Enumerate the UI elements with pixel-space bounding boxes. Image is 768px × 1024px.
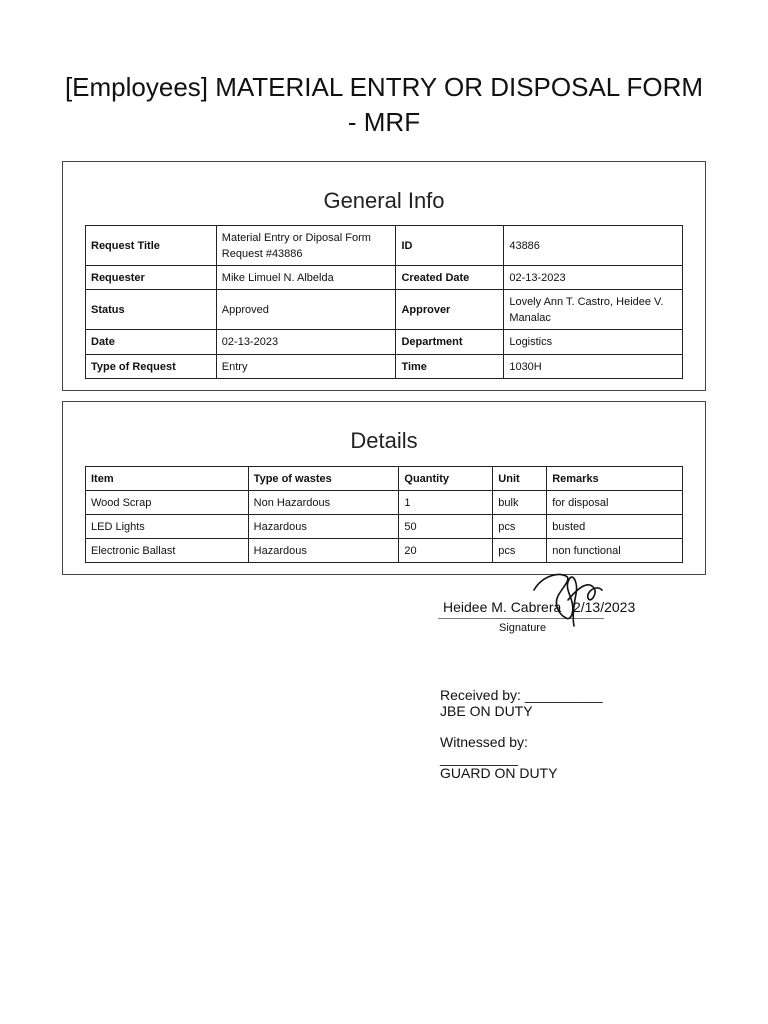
general-info-table [85, 225, 683, 379]
table-cell: pcs [493, 515, 547, 539]
field-label: Status [86, 290, 217, 330]
table-cell: 1 [399, 491, 493, 515]
field-label: Created Date [396, 266, 504, 290]
signature-label: Signature [499, 622, 547, 634]
table-cell: 20 [399, 539, 493, 563]
details-table [85, 466, 683, 563]
table-cell: Non Hazardous [248, 491, 399, 515]
witnessed-by-role: GUARD ON DUTY [440, 765, 558, 781]
table-header-row [86, 467, 683, 491]
field-value: Material Entry or Diposal Form Request #43886 [216, 226, 396, 266]
field-value: Entry [216, 355, 396, 379]
table-row [86, 330, 683, 355]
general-info-heading: General Info [323, 188, 445, 213]
table-cell: Electronic Ballast [86, 539, 249, 563]
details-panel [62, 401, 706, 575]
signature-block [438, 570, 668, 640]
table-row [86, 491, 683, 515]
field-label: Requester [86, 266, 217, 290]
field-value: Approved [216, 290, 396, 330]
field-label: Date [86, 330, 217, 355]
field-value: 02-13-2023 [216, 330, 396, 355]
column-header: Quantity [399, 467, 493, 491]
field-value: Mike Limuel N. Albelda [216, 266, 396, 290]
column-header: Type of wastes [248, 467, 399, 491]
received-by-line: Received by: __________ [440, 687, 603, 703]
field-value: Lovely Ann T. Castro, Heidee V. Manalac [504, 290, 683, 330]
table-row [86, 355, 683, 379]
general-info-panel [62, 161, 706, 391]
field-label: ID [396, 226, 504, 266]
table-cell: LED Lights [86, 515, 249, 539]
table-cell: busted [547, 515, 683, 539]
table-cell: non functional [547, 539, 683, 563]
column-header: Remarks [547, 467, 683, 491]
details-heading: Details [350, 428, 418, 453]
column-header: Unit [493, 467, 547, 491]
column-header: Item [86, 467, 249, 491]
table-cell: 50 [399, 515, 493, 539]
field-label: Time [396, 355, 504, 379]
table-row [86, 226, 683, 266]
field-label: Request Title [86, 226, 217, 266]
field-label: Type of Request [86, 355, 217, 379]
table-row [86, 539, 683, 563]
handwritten-signature [528, 570, 608, 630]
table-cell: bulk [493, 491, 547, 515]
form-title: [Employees] MATERIAL ENTRY OR DISPOSAL FORM - MRF [64, 72, 704, 137]
field-value: 43886 [504, 226, 683, 266]
field-label: Approver [396, 290, 504, 330]
table-row [86, 515, 683, 539]
witnessed-by-line: Witnessed by: [440, 734, 528, 750]
field-label: Department [396, 330, 504, 355]
table-cell: Hazardous [248, 515, 399, 539]
table-cell: pcs [493, 539, 547, 563]
field-value: Logistics [504, 330, 683, 355]
signer-name-date: Heidee M. Cabrera 2/13/2023 [443, 599, 636, 615]
field-value: 1030H [504, 355, 683, 379]
table-cell: for disposal [547, 491, 683, 515]
table-cell: Wood Scrap [86, 491, 249, 515]
table-cell: Hazardous [248, 539, 399, 563]
witnessed-by-blank: __________ [440, 750, 518, 766]
received-by-role: JBE ON DUTY [440, 703, 533, 719]
field-value: 02-13-2023 [504, 266, 683, 290]
table-row [86, 290, 683, 330]
table-row [86, 266, 683, 290]
